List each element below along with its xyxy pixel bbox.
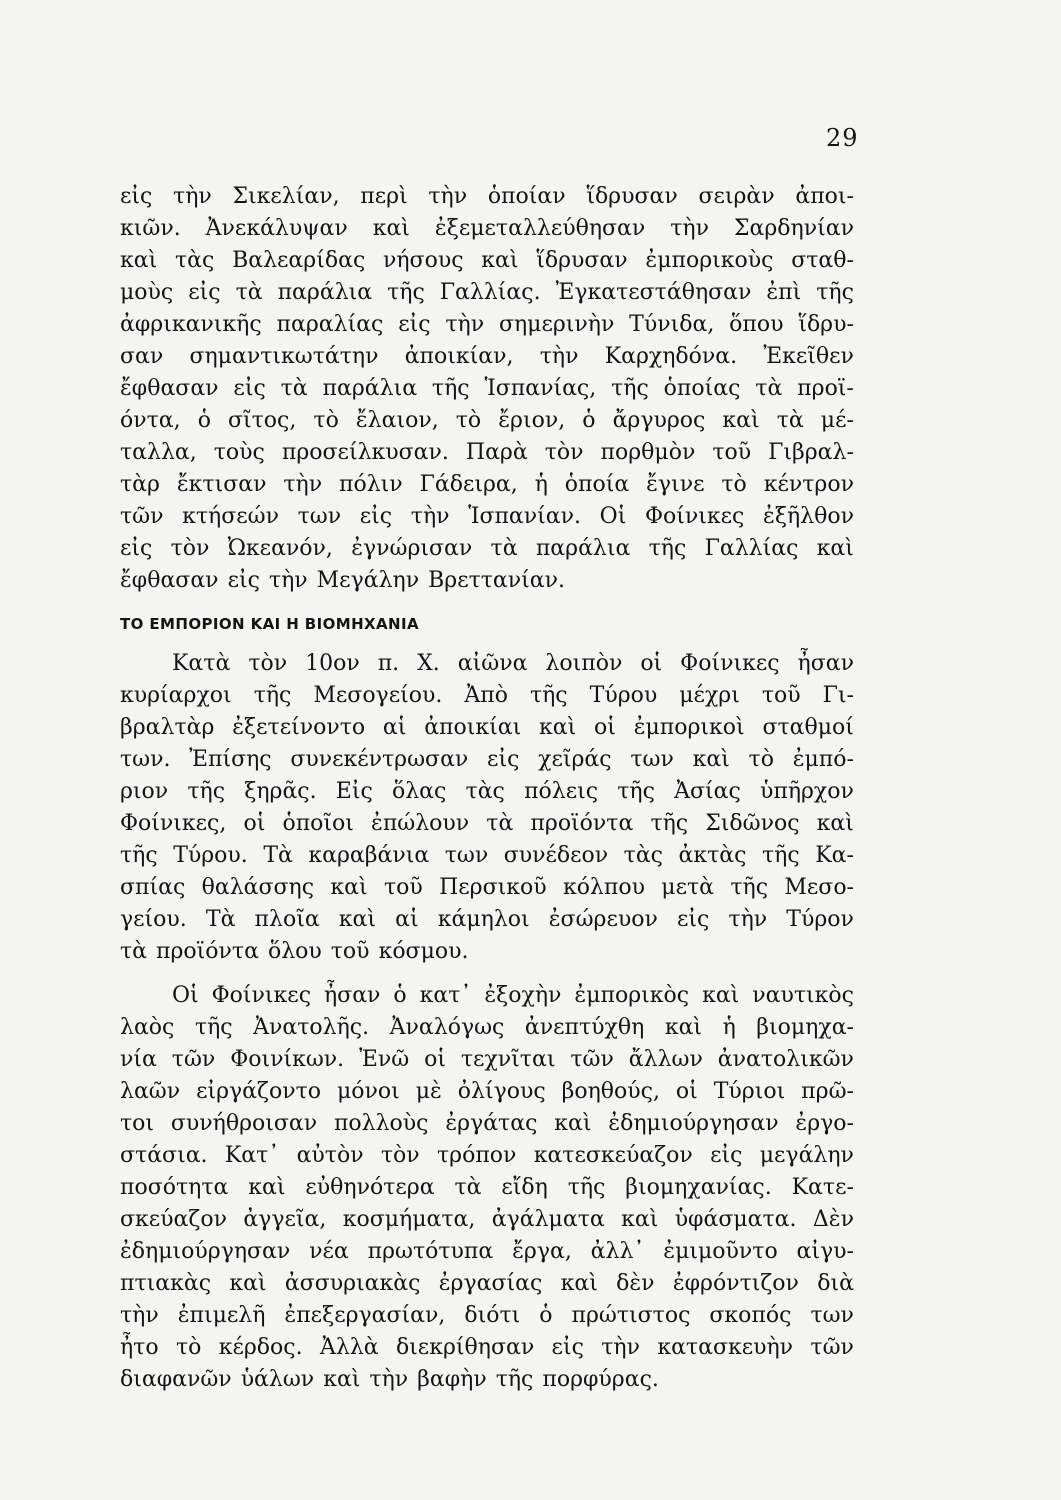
text-line: Φοίνικες, οἱ ὁποῖοι ἐπώλουν τὰ προϊόντα τῆς Σιδῶνος καὶ [120,811,854,836]
text-line: τὰ προϊόντα ὅλου τοῦ κόσμου. [120,939,469,964]
paragraph-2 [120,648,854,968]
text-line: Οἱ Φοίνικες ἦσαν ὁ κατ᾽ ἐξοχὴν ἐμπορικὸς καὶ ναυτικὸς [172,983,854,1008]
text-line: σκεύαζον ἀγγεῖα, κοσμήματα, ἀγάλματα καὶ ὑφάσματα. Δὲν [120,1207,854,1232]
paragraph-gap [120,968,854,980]
paragraph-1 [120,181,854,597]
text-line: εἰς τὴν Σικελίαν, περὶ τὴν ὁποίαν ἵδρυσαν σειρὰν ἀποι- [120,184,854,209]
text-line: πτιακὰς καὶ ἀσσυριακὰς ἐργασίας καὶ δὲν ἐφρόντιζον διὰ [120,1271,854,1296]
text-line: ταλλα, τοὺς προσείλκυσαν. Παρὰ τὸν πορθμὸν τοῦ Γιβραλ- [120,440,854,465]
text-line: σπίας θαλάσσης καὶ τοῦ Περσικοῦ κόλπου μετὰ τῆς Μεσο- [120,875,854,900]
text-line: καὶ τὰς Βαλεαρίδας νήσους καὶ ἵδρυσαν ἐμπορικοὺς σταθ- [120,248,854,273]
page-number: 29 [826,124,859,152]
text-line: τῶν κτήσεών των εἰς τὴν Ἱσπανίαν. Οἱ Φοίνικες ἐξῆλθον [120,504,854,529]
text-line: σαν σημαντικωτάτην ἀποικίαν, τὴν Καρχηδόνα. Ἐκεῖθεν [120,344,854,369]
text-line: λαῶν εἰργάζοντο μόνοι μὲ ὀλίγους βοηθούς, οἱ Τύριοι πρῶ- [120,1079,854,1104]
text-line: τὴν ἐπιμελῆ ἐπεξεργασίαν, διότι ὁ πρώτιστος σκοπός των [120,1303,854,1328]
text-line: τὰρ ἔκτισαν τὴν πόλιν Γάδειρα, ἡ ὁποία ἔγινε τὸ κέντρον [120,472,854,497]
text-line: μοὺς εἰς τὰ παράλια τῆς Γαλλίας. Ἐγκατεστάθησαν ἐπὶ τῆς [120,280,854,305]
text-block [120,181,854,1396]
text-line: όντα, ὁ σῖτος, τὸ ἔλαιον, τὸ ἔριον, ὁ ἄργυρος καὶ τὰ μέ- [120,408,854,433]
text-line: ἦτο τὸ κέρδος. Ἀλλὰ διεκρίθησαν εἰς τὴν κατασκευὴν τῶν [120,1335,854,1360]
paragraph-3 [120,980,854,1396]
text-line: γείου. Τὰ πλοῖα καὶ αἱ κάμηλοι ἐσώρευον εἰς τὴν Τύρον [120,907,854,932]
text-line: ἀφρικανικῆς παραλίας εἰς τὴν σημερινὴν Τύνιδα, ὅπου ἵδρυ- [120,312,854,337]
text-line: βραλτὰρ ἐξετείνοντο αἱ ἀποικίαι καὶ οἱ ἐμπορικοὶ σταθμοί [120,715,854,740]
text-line: ποσότητα καὶ εὐθηνότερα τὰ εἴδη τῆς βιομηχανίας. Κατε- [120,1175,854,1200]
text-line: κιῶν. Ἀνεκάλυψαν καὶ ἐξεμεταλλεύθησαν τὴν Σαρδηνίαν [120,216,854,241]
text-line: ριον τῆς ξηρᾶς. Εἰς ὅλας τὰς πόλεις τῆς Ἀσίας ὑπῆρχον [120,779,854,804]
text-line: Κατὰ τὸν 10ον π. Χ. αἰῶνα λοιπὸν οἱ Φοίνικες ἦσαν [172,651,854,676]
text-line: διαφανῶν ὑάλων καὶ τὴν βαφὴν τῆς πορφύρας. [120,1367,659,1392]
text-line: των. Ἐπίσης συνεκέντρωσαν εἰς χεῖράς των καὶ τὸ ἐμπό- [120,747,854,772]
text-line: στάσια. Κατ᾽ αὐτὸν τὸν τρόπον κατεσκεύαζον εἰς μεγάλην [120,1143,854,1168]
text-line: ἔφθασαν εἰς τὴν Μεγάλην Βρεττανίαν. [120,568,566,593]
text-line: τῆς Τύρου. Τὰ καραβάνια των συνέδεον τὰς ἀκτὰς τῆς Κα- [120,843,854,868]
text-line: τοι συνήθροισαν πολλοὺς ἐργάτας καὶ ἐδημιούργησαν ἐργο- [120,1111,854,1136]
text-line: ἐδημιούργησαν νέα πρωτότυπα ἔργα, ἀλλ᾽ ἐμιμοῦντο αἰγυ- [120,1239,854,1264]
text-line: εἰς τὸν Ὠκεανόν, ἐγνώρισαν τὰ παράλια τῆς Γαλλίας καὶ [120,536,854,561]
text-line: λαὸς τῆς Ἀνατολῆς. Ἀναλόγως ἀνεπτύχθη καὶ ἡ βιομηχα- [120,1015,854,1040]
text-line: ἔφθασαν εἰς τὰ παράλια τῆς Ἱσπανίας, τῆς ὁποίας τὰ προϊ- [120,376,854,401]
text-line: νία τῶν Φοινίκων. Ἐνῶ οἱ τεχνῖται τῶν ἄλλων ἀνατολικῶν [120,1047,854,1072]
text-line: κυρίαρχοι τῆς Μεσογείου. Ἀπὸ τῆς Τύρου μέχρι τοῦ Γι- [120,683,854,708]
section-heading: ΤΟ ΕΜΠΟΡΙΟΝ ΚΑΙ Η ΒΙΟΜΗΧΑΝΙΑ [120,615,419,633]
